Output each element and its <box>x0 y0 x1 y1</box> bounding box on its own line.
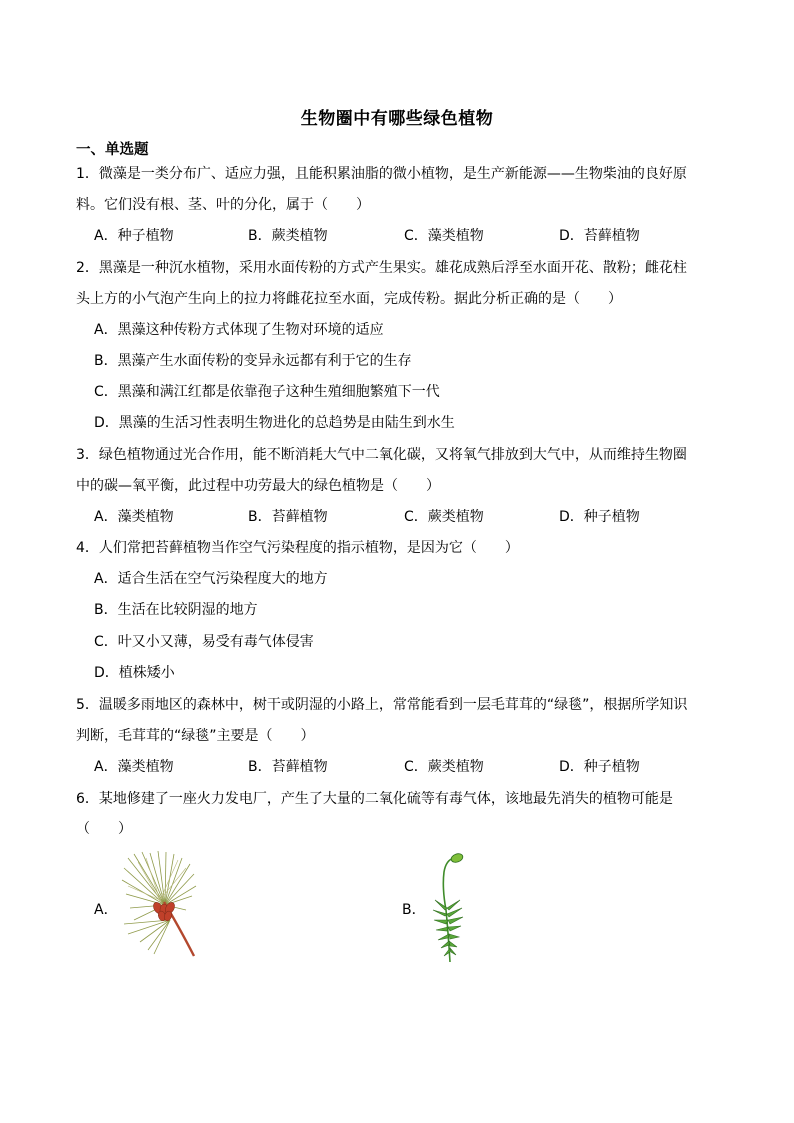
question-1-line-1: 1．微藻是一类分布广、适应力强，且能积累油脂的微小植物，是生产新能源——生物柴油的良好原 <box>76 166 687 182</box>
question-6-line-1: 6．某地修建了一座火力发电厂，产生了大量的二氧化硫等有毒气体，该地最先消失的植物可能是 <box>76 791 673 807</box>
question-5-option-b: B．苔藓植物 <box>248 759 328 775</box>
question-3-line-2: 中的碳—氧平衡，此过程中功劳最大的绿色植物是（ ） <box>76 478 440 494</box>
question-1-option-c: C．藻类植物 <box>404 228 484 244</box>
question-2-line-1: 2．黑藻是一种沉水植物，采用水面传粉的方式产生果实。雄花成熟后浮至水面开花、散粉；雌花柱 <box>76 260 687 276</box>
moss-plant-illustration <box>430 850 470 964</box>
question-6-option-a <box>94 850 204 960</box>
question-5-line-1: 5．温暖多雨地区的森林中，树干或阴湿的小路上，常常能看到一层毛茸茸的“绿毯”，根据所学知识 <box>76 697 688 713</box>
question-1-option-a: A．种子植物 <box>94 228 174 244</box>
question-2-option-a: A．黑藻这种传粉方式体现了生物对环境的适应 <box>94 322 384 338</box>
question-5-option-c: C．蕨类植物 <box>404 759 484 775</box>
question-4-line-1: 4．人们常把苔藓植物当作空气污染程度的指示植物，是因为它（ ） <box>76 540 519 556</box>
question-4-option-b: B．生活在比较阴湿的地方 <box>94 602 258 618</box>
question-3-option-b: B．苔藓植物 <box>248 509 328 525</box>
question-3-option-d: D．种子植物 <box>559 509 640 525</box>
question-6-option-b <box>402 850 482 965</box>
question-2-option-d: D．黑藻的生活习性表明生物进化的总趋势是由陆生到水生 <box>94 415 455 431</box>
question-3-option-a: A．藻类植物 <box>94 509 174 525</box>
question-2-option-c: C．黑藻和满江红都是依靠孢子这种生殖细胞繁殖下一代 <box>94 384 440 400</box>
question-5-option-d: D．种子植物 <box>559 759 640 775</box>
page-title: 生物圈中有哪些绿色植物 <box>300 109 494 129</box>
question-5-option-a: A．藻类植物 <box>94 759 174 775</box>
question-6-option-b-label: B． <box>402 902 426 918</box>
question-4-option-a: A．适合生活在空气污染程度大的地方 <box>94 571 328 587</box>
question-1-option-d: D．苔藓植物 <box>559 228 640 244</box>
question-4-option-d: D．植株矮小 <box>94 665 175 681</box>
question-6-line-2: （ ） <box>76 821 132 837</box>
question-1-line-2: 料。它们没有根、茎、叶的分化，属于（ ） <box>76 197 370 213</box>
question-2-option-b: B．黑藻产生水面传粉的变异永远都有利于它的生存 <box>94 353 412 369</box>
question-3-option-c: C．蕨类植物 <box>404 509 484 525</box>
section-heading: 一、单选题 <box>76 142 149 158</box>
question-2-line-2: 头上方的小气泡产生向上的拉力将雌花拉至水面，完成传粉。据此分析正确的是（ ） <box>76 291 622 307</box>
question-6-option-a-label: A． <box>94 902 118 918</box>
question-1-option-b: B．蕨类植物 <box>248 228 328 244</box>
question-5-line-2: 判断，毛茸茸的“绿毯”主要是（ ） <box>76 728 315 744</box>
question-4-option-c: C．叶又小又薄，易受有毒气体侵害 <box>94 634 314 650</box>
pine-branch-illustration <box>120 850 200 958</box>
question-3-line-1: 3．绿色植物通过光合作用，能不断消耗大气中二氧化碳，又将氧气排放到大气中，从而维持生物圈 <box>76 447 687 463</box>
